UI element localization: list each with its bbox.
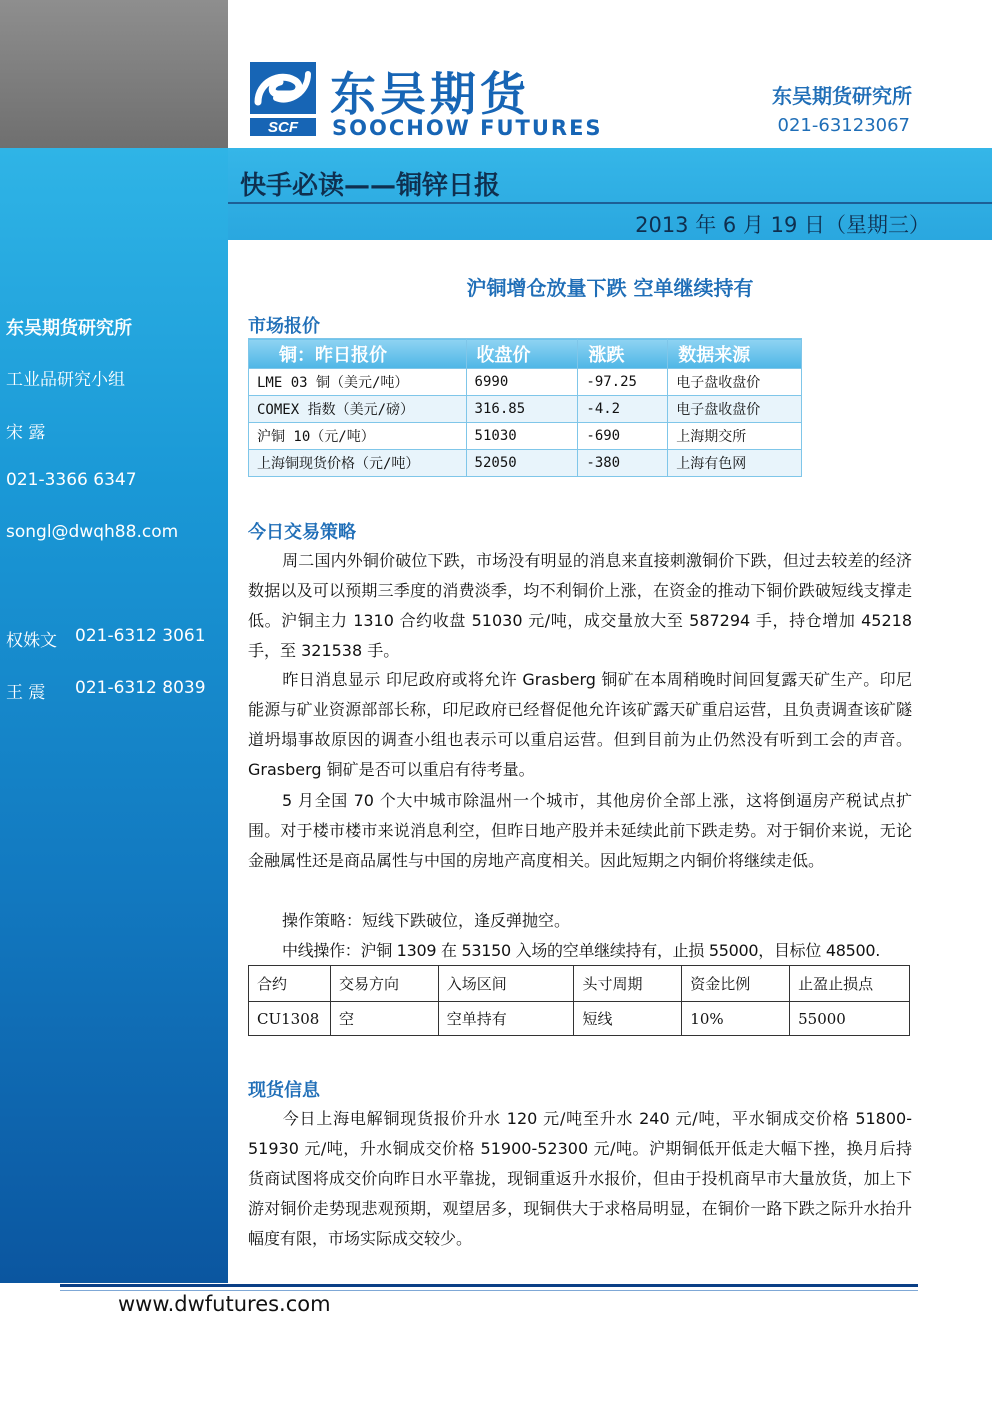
strategy-mid-term: 中线操作：沪铜 1309 在 53150 入场的空单继续持有，止损 55000，目标位 48500. — [282, 941, 881, 960]
column-header: 资金比例 — [682, 966, 790, 1002]
contact-phone: 021-6312 8039 — [75, 678, 206, 698]
table-row — [249, 396, 802, 423]
table-cell: COMEX 指数（美元/磅） — [249, 396, 467, 423]
logo-abbr: SCF — [268, 119, 298, 136]
table-row — [249, 369, 802, 396]
spot-paragraph: 今日上海电解铜现货报价升水 120 元/吨至升水 240 元/吨，平水铜成交价格 51800-51930 元/吨，升水铜成交价格 51900-52300 元/吨。沪期铜低开低走大幅下挫，换月后持货商试图将成交价向昨日水平靠拢，现铜重返升水报价，但由于投机商早市大量放货，加上下游对铜价走势现悲观预期，观望居多，现铜供大于求格局明显，在铜价一路下跌之际升水抬升幅度有限，市场实际成交较少。 — [248, 1109, 912, 1248]
table-cell: 51030 — [466, 423, 578, 450]
contact-name: 王 震 — [6, 683, 46, 703]
table-cell: 上海期交所 — [668, 423, 802, 450]
column-header: 头寸周期 — [574, 966, 682, 1002]
column-header: 入场区间 — [438, 966, 574, 1002]
column-header: 止盈止损点 — [790, 966, 910, 1002]
footer-website-link[interactable]: www.dwfutures.com — [118, 1292, 331, 1316]
sidebar-group: 工业品研究小组 — [6, 370, 125, 390]
section-market: 市场报价 — [248, 316, 320, 337]
table-cell: 上海铜现货价格（元/吨） — [249, 450, 467, 477]
table-cell: 52050 — [466, 450, 578, 477]
table-cell: 10% — [682, 1002, 790, 1036]
table-cell: 上海有色网 — [668, 450, 802, 477]
header-institute: 东吴期货研究所 — [772, 84, 912, 108]
contact-name: 权姝文 — [6, 631, 57, 651]
footer-rule — [60, 1284, 918, 1287]
table-cell: 短线 — [574, 1002, 682, 1036]
table-cell: 316.85 — [466, 396, 578, 423]
column-header: 交易方向 — [330, 966, 438, 1002]
footer-rule-thin — [60, 1290, 918, 1291]
table-header-row — [249, 339, 802, 369]
sidebar-contact — [6, 678, 206, 703]
table-row — [249, 423, 802, 450]
table-cell: 空单持有 — [438, 1002, 574, 1036]
table-cell: LME 03 铜（美元/吨） — [249, 369, 467, 396]
table-cell: 电子盘收盘价 — [668, 396, 802, 423]
scf-logo-icon — [250, 62, 316, 136]
sidebar-institute: 东吴期货研究所 — [6, 318, 132, 339]
headline: 沪铜增仓放量下跌 空单继续持有 — [466, 276, 754, 300]
column-header: 收盘价 — [466, 339, 578, 369]
column-header: 数据来源 — [668, 339, 802, 369]
logo-english-name: SOOCHOW FUTURES — [332, 116, 603, 140]
table-cell: CU1308 — [249, 1002, 331, 1036]
header-phone: 021-63123067 — [777, 115, 910, 136]
report-title: 快手必读——铜锌日报 — [240, 171, 501, 201]
title-divider — [228, 202, 992, 204]
column-header: 合约 — [249, 966, 331, 1002]
table-cell: -97.25 — [578, 369, 668, 396]
strategy-paragraph-3: 5 月全国 70 个大中城市除温州一个城市，其他房价全部上涨，这将倒逼房产税试点扩围。对于楼市楼市来说消息利空，但昨日地产股并未延续此前下跌走势。对于铜价来说，无论金融属性还是商品属性与中国的房地产高度相关。因此短期之内铜价将继续走低。 — [248, 791, 912, 870]
sidebar-analyst-phone: 021-3366 6347 — [6, 470, 137, 490]
table-cell: 6990 — [466, 369, 578, 396]
table-cell: -4.2 — [578, 396, 668, 423]
sidebar-contact — [6, 626, 206, 651]
table-cell: -380 — [578, 450, 668, 477]
table-row — [249, 450, 802, 477]
strategy-operation: 操作策略：短线下跌破位，逢反弹抛空。 — [282, 911, 571, 930]
strategy-paragraph-1: 周二国内外铜价破位下跌，市场没有明显的消息来直接刺激铜价下跌，但过去较差的经济数据以及可以预期三季度的消费淡季，均不利铜价上涨，在资金的推动下铜价跌破短线支撑走低。沪铜主力 1310 合约收盘 51030 元/吨，成交量放大至 587294 手，持仓增加 45218 手，至 321538 手。 — [248, 551, 912, 660]
table-cell: 电子盘收盘价 — [668, 369, 802, 396]
table-cell: -690 — [578, 423, 668, 450]
table-cell: 空 — [330, 1002, 438, 1036]
contact-phone: 021-6312 3061 — [75, 626, 206, 646]
sidebar-analyst: 宋 露 — [6, 423, 46, 443]
table-header-row — [249, 966, 910, 1002]
section-strategy: 今日交易策略 — [248, 522, 356, 543]
column-header: 涨跌 — [578, 339, 668, 369]
quote-table — [248, 338, 802, 477]
section-spot: 现货信息 — [248, 1080, 320, 1101]
table-cell: 沪铜 10（元/吨） — [249, 423, 467, 450]
table-row — [249, 1002, 910, 1036]
position-table — [248, 965, 910, 1036]
sidebar-analyst-email[interactable]: songl@dwqh88.com — [6, 522, 179, 542]
table-cell: 55000 — [790, 1002, 910, 1036]
column-header: 铜：昨日报价 — [249, 339, 467, 369]
header-gray-block — [0, 0, 228, 148]
logo-chinese-name: 东吴期货 — [330, 67, 530, 121]
report-date: 2013 年 6 月 19 日（星期三） — [635, 213, 930, 237]
strategy-paragraph-2: 昨日消息显示 印尼政府或将允许 Grasberg 铜矿在本周稍晚时间回复露天矿生产。印尼能源与矿业资源部部长称，印尼政府已经督促他允许该矿露天矿重启运营，且负责调查该矿隧道坍塌事故原因的调查小组也表示可以重启运营。但到目前为止仍然没有听到工会的声音。Grasberg 铜矿是否可以重启有待考量。 — [248, 670, 912, 779]
